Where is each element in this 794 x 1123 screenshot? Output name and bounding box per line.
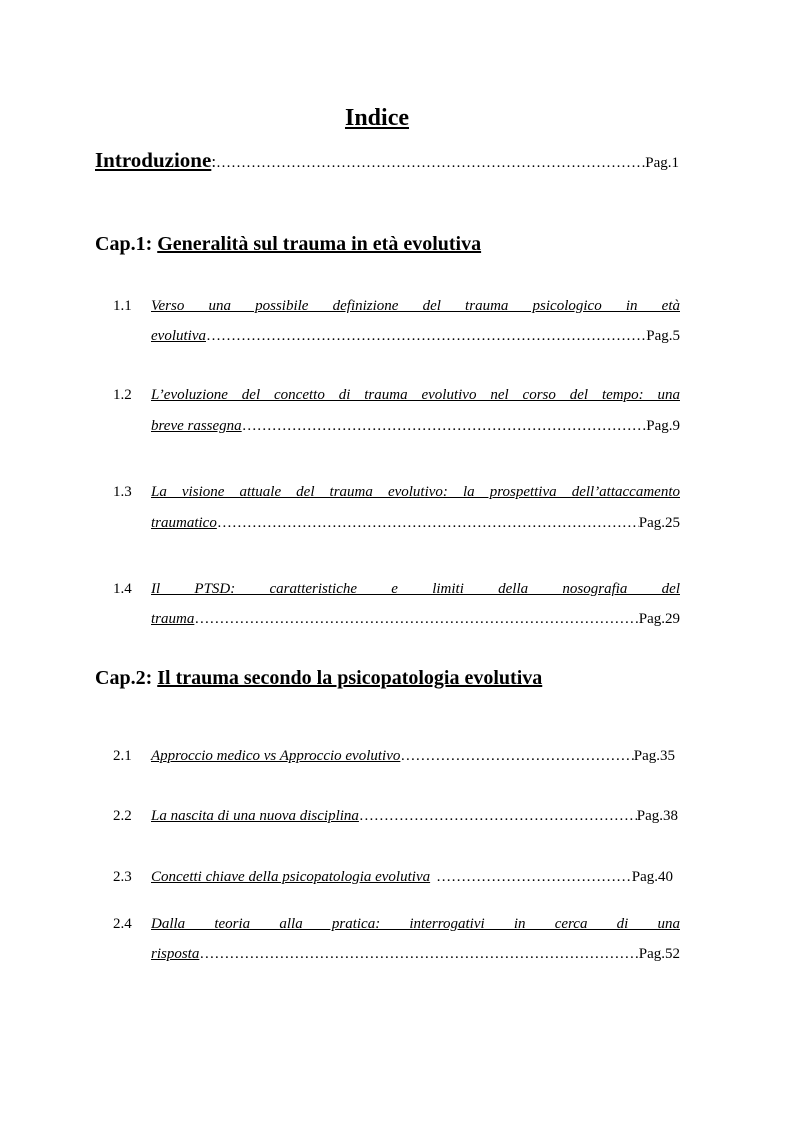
chapter-heading-2[interactable]	[95, 667, 542, 690]
section-title-line2: traumatico	[151, 515, 217, 531]
toc-entry-1-3[interactable]	[151, 515, 680, 532]
toc-entry-2-2[interactable]	[151, 808, 678, 825]
section-number: 2.3	[113, 869, 132, 885]
page-number: Pag.40	[631, 869, 673, 885]
toc-entry-1-2[interactable]	[151, 418, 680, 435]
section-title-line2: risposta	[151, 946, 200, 962]
toc-entry-1-1[interactable]	[151, 328, 680, 345]
section-number: 2.4	[113, 916, 132, 932]
dot-leader	[194, 611, 638, 628]
section-title-line1[interactable]: La visione attuale del trauma evolutivo: la prospettiva dell’attaccamento	[151, 484, 680, 500]
section-title-line2: trauma	[151, 611, 195, 627]
intro-label: Introduzione	[95, 148, 212, 172]
section-title-line1[interactable]: Dalla teoria alla pratica: interrogativi in cerca di una	[151, 916, 680, 932]
dot-leader	[400, 748, 633, 765]
dot-leader	[242, 418, 647, 435]
dot-leader	[199, 946, 638, 963]
page-number: Pag.29	[638, 611, 680, 627]
section-title: La nascita di una nuova disciplina	[151, 808, 359, 824]
dot-leader	[206, 328, 646, 345]
section-title-line1[interactable]: Il PTSD: caratteristiche e limiti della nosografia del	[151, 581, 680, 597]
intro-colon: :	[211, 152, 217, 171]
dot-leader	[359, 808, 637, 825]
page-title: Indice	[344, 105, 409, 131]
toc-entry-introduzione[interactable]	[95, 148, 679, 173]
toc-entry-2-4[interactable]	[151, 946, 680, 963]
chapter-title: Generalità sul trauma in età evolutiva	[157, 233, 482, 255]
section-number: 1.2	[113, 387, 132, 403]
chapter-title: Il trauma secondo la psicopatologia evolutiva	[157, 667, 543, 689]
dot-leader	[216, 155, 645, 172]
chapter-label: Cap.2:	[95, 667, 153, 689]
page-number: Pag.52	[638, 946, 680, 962]
page-number: Pag.9	[646, 418, 680, 434]
section-title: Concetti chiave della psicopatologia evolutiva	[151, 869, 431, 885]
section-title-line2: evolutiva	[151, 328, 206, 344]
section-number: 2.1	[113, 748, 132, 764]
chapter-heading-1[interactable]	[95, 233, 481, 256]
section-number: 1.3	[113, 484, 132, 500]
dot-leader	[436, 869, 632, 886]
page-number: Pag.1	[645, 155, 679, 171]
page-number: Pag.5	[646, 328, 680, 344]
section-title: Approccio medico vs Approccio evolutivo	[151, 748, 401, 764]
page-number: Pag.38	[636, 808, 678, 824]
dot-leader	[217, 515, 639, 532]
page-number: Pag.25	[638, 515, 680, 531]
toc-entry-1-4[interactable]	[151, 611, 680, 628]
toc-entry-2-1[interactable]	[151, 748, 675, 765]
section-title-line2: breve rassegna	[151, 418, 242, 434]
section-number: 1.4	[113, 581, 132, 597]
page-number: Pag.35	[633, 748, 675, 764]
section-title-line1[interactable]: L’evoluzione del concetto di trauma evolutivo nel corso del tempo: una	[151, 387, 680, 403]
section-title-line1[interactable]: Verso una possibile definizione del trauma psicologico in età	[151, 298, 680, 314]
chapter-label: Cap.1:	[95, 233, 153, 255]
toc-entry-2-3[interactable]	[151, 869, 673, 886]
section-number: 2.2	[113, 808, 132, 824]
section-number: 1.1	[113, 298, 132, 314]
